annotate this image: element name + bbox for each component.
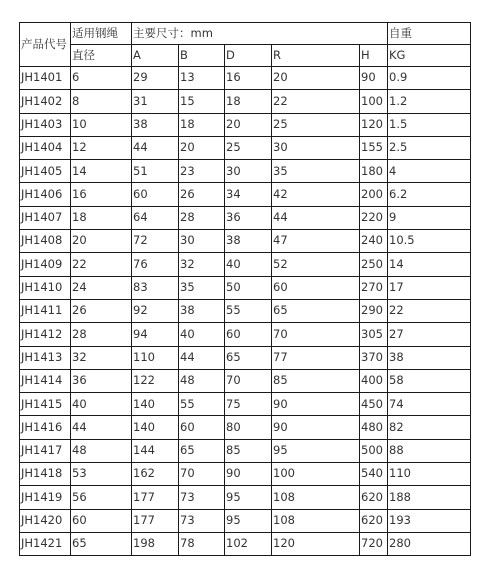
table-row (20, 113, 471, 136)
header-col-b: B (179, 45, 225, 67)
cell-b: 40 (179, 323, 225, 346)
cell-weight: 58 (388, 369, 471, 392)
cell-product-code: JH1419 (20, 486, 71, 509)
cell-product-code: JH1402 (20, 90, 71, 113)
cell-rope-diameter: 24 (71, 276, 132, 299)
cell-a: 76 (132, 253, 179, 276)
spec-table (19, 22, 471, 556)
cell-a: 38 (132, 113, 179, 136)
table-row (20, 532, 471, 555)
cell-r: 22 (272, 90, 360, 113)
cell-rope-diameter: 36 (71, 369, 132, 392)
cell-weight: 27 (388, 323, 471, 346)
cell-b: 28 (179, 206, 225, 229)
cell-h: 305 (360, 323, 388, 346)
table-row (20, 160, 471, 183)
cell-product-code: JH1421 (20, 532, 71, 555)
cell-b: 44 (179, 346, 225, 369)
table-row (20, 90, 471, 113)
cell-product-code: JH1416 (20, 416, 71, 439)
cell-weight: 6.2 (388, 183, 471, 206)
cell-a: 144 (132, 439, 179, 462)
cell-product-code: JH1408 (20, 230, 71, 253)
cell-d: 25 (225, 136, 272, 159)
cell-product-code: JH1414 (20, 369, 71, 392)
cell-weight: 17 (388, 276, 471, 299)
cell-d: 70 (225, 369, 272, 392)
table-row (20, 230, 471, 253)
cell-r: 35 (272, 160, 360, 183)
cell-h: 100 (360, 90, 388, 113)
cell-d: 80 (225, 416, 272, 439)
cell-r: 85 (272, 369, 360, 392)
cell-h: 155 (360, 136, 388, 159)
cell-product-code: JH1415 (20, 393, 71, 416)
cell-weight: 1.5 (388, 113, 471, 136)
cell-r: 108 (272, 509, 360, 532)
cell-h: 620 (360, 486, 388, 509)
header-col-a: A (132, 45, 179, 67)
cell-b: 55 (179, 393, 225, 416)
cell-h: 240 (360, 230, 388, 253)
cell-b: 26 (179, 183, 225, 206)
cell-b: 73 (179, 486, 225, 509)
cell-d: 55 (225, 299, 272, 322)
cell-r: 44 (272, 206, 360, 229)
cell-b: 18 (179, 113, 225, 136)
cell-d: 65 (225, 346, 272, 369)
table-row (20, 323, 471, 346)
cell-product-code: JH1407 (20, 206, 71, 229)
cell-product-code: JH1413 (20, 346, 71, 369)
cell-weight: 14 (388, 253, 471, 276)
cell-b: 60 (179, 416, 225, 439)
cell-weight: 280 (388, 532, 471, 555)
cell-r: 52 (272, 253, 360, 276)
cell-product-code: JH1403 (20, 113, 71, 136)
cell-d: 95 (225, 509, 272, 532)
cell-r: 42 (272, 183, 360, 206)
table-row (20, 393, 471, 416)
cell-d: 50 (225, 276, 272, 299)
cell-rope-diameter: 26 (71, 299, 132, 322)
header-row-2 (20, 45, 471, 67)
cell-h: 620 (360, 509, 388, 532)
cell-rope-diameter: 65 (71, 532, 132, 555)
cell-h: 220 (360, 206, 388, 229)
cell-h: 250 (360, 253, 388, 276)
cell-d: 85 (225, 439, 272, 462)
cell-weight: 88 (388, 439, 471, 462)
cell-b: 23 (179, 160, 225, 183)
cell-r: 65 (272, 299, 360, 322)
cell-a: 198 (132, 532, 179, 555)
cell-h: 270 (360, 276, 388, 299)
cell-b: 70 (179, 463, 225, 486)
cell-a: 92 (132, 299, 179, 322)
cell-rope-diameter: 22 (71, 253, 132, 276)
cell-h: 200 (360, 183, 388, 206)
cell-r: 77 (272, 346, 360, 369)
spec-table-container (19, 22, 471, 556)
cell-product-code: JH1420 (20, 509, 71, 532)
table-row (20, 369, 471, 392)
cell-d: 18 (225, 90, 272, 113)
cell-r: 47 (272, 230, 360, 253)
cell-h: 370 (360, 346, 388, 369)
header-col-r: R (272, 45, 360, 67)
cell-r: 100 (272, 463, 360, 486)
table-row (20, 276, 471, 299)
cell-h: 540 (360, 463, 388, 486)
cell-a: 51 (132, 160, 179, 183)
cell-r: 30 (272, 136, 360, 159)
cell-d: 30 (225, 160, 272, 183)
cell-a: 110 (132, 346, 179, 369)
cell-b: 65 (179, 439, 225, 462)
header-main-dimensions: 主要尺寸：mm (132, 23, 388, 45)
cell-h: 90 (360, 67, 388, 90)
cell-rope-diameter: 16 (71, 183, 132, 206)
cell-rope-diameter: 20 (71, 230, 132, 253)
cell-a: 31 (132, 90, 179, 113)
cell-b: 48 (179, 369, 225, 392)
cell-product-code: JH1406 (20, 183, 71, 206)
cell-h: 450 (360, 393, 388, 416)
cell-a: 44 (132, 136, 179, 159)
cell-rope-diameter: 8 (71, 90, 132, 113)
spec-table-body (20, 23, 471, 556)
cell-a: 140 (132, 393, 179, 416)
header-col-h: H (360, 45, 388, 67)
table-row (20, 183, 471, 206)
cell-product-code: JH1409 (20, 253, 71, 276)
header-row-1 (20, 23, 471, 45)
cell-a: 72 (132, 230, 179, 253)
cell-h: 720 (360, 532, 388, 555)
header-weight-top: 自重 (388, 23, 471, 45)
cell-d: 95 (225, 486, 272, 509)
cell-a: 122 (132, 369, 179, 392)
cell-a: 94 (132, 323, 179, 346)
cell-r: 120 (272, 532, 360, 555)
cell-r: 90 (272, 416, 360, 439)
table-row (20, 439, 471, 462)
cell-a: 64 (132, 206, 179, 229)
table-row (20, 67, 471, 90)
cell-b: 78 (179, 532, 225, 555)
cell-rope-diameter: 6 (71, 67, 132, 90)
header-weight-unit: KG (388, 45, 471, 67)
cell-b: 15 (179, 90, 225, 113)
cell-a: 29 (132, 67, 179, 90)
cell-h: 180 (360, 160, 388, 183)
cell-d: 90 (225, 463, 272, 486)
cell-r: 108 (272, 486, 360, 509)
cell-product-code: JH1412 (20, 323, 71, 346)
header-col-d: D (225, 45, 272, 67)
cell-product-code: JH1411 (20, 299, 71, 322)
cell-h: 500 (360, 439, 388, 462)
cell-d: 60 (225, 323, 272, 346)
cell-weight: 0.9 (388, 67, 471, 90)
table-row (20, 346, 471, 369)
cell-weight: 38 (388, 346, 471, 369)
cell-d: 38 (225, 230, 272, 253)
cell-rope-diameter: 10 (71, 113, 132, 136)
cell-a: 60 (132, 183, 179, 206)
cell-product-code: JH1404 (20, 136, 71, 159)
cell-weight: 4 (388, 160, 471, 183)
cell-b: 35 (179, 276, 225, 299)
cell-weight: 110 (388, 463, 471, 486)
cell-r: 95 (272, 439, 360, 462)
table-row (20, 206, 471, 229)
cell-d: 34 (225, 183, 272, 206)
cell-weight: 193 (388, 509, 471, 532)
cell-weight: 82 (388, 416, 471, 439)
cell-product-code: JH1417 (20, 439, 71, 462)
cell-weight: 10.5 (388, 230, 471, 253)
cell-rope-diameter: 14 (71, 160, 132, 183)
table-row (20, 486, 471, 509)
cell-weight: 2.5 (388, 136, 471, 159)
cell-r: 70 (272, 323, 360, 346)
cell-d: 16 (225, 67, 272, 90)
cell-b: 30 (179, 230, 225, 253)
cell-d: 40 (225, 253, 272, 276)
cell-weight: 1.2 (388, 90, 471, 113)
cell-h: 290 (360, 299, 388, 322)
cell-r: 60 (272, 276, 360, 299)
cell-r: 25 (272, 113, 360, 136)
cell-d: 20 (225, 113, 272, 136)
cell-weight: 74 (388, 393, 471, 416)
cell-a: 140 (132, 416, 179, 439)
table-row (20, 299, 471, 322)
cell-b: 13 (179, 67, 225, 90)
cell-rope-diameter: 32 (71, 346, 132, 369)
cell-r: 20 (272, 67, 360, 90)
cell-a: 177 (132, 486, 179, 509)
cell-b: 38 (179, 299, 225, 322)
cell-product-code: JH1418 (20, 463, 71, 486)
cell-rope-diameter: 40 (71, 393, 132, 416)
cell-h: 120 (360, 113, 388, 136)
cell-rope-diameter: 48 (71, 439, 132, 462)
table-row (20, 416, 471, 439)
cell-weight: 9 (388, 206, 471, 229)
cell-a: 177 (132, 509, 179, 532)
table-row (20, 509, 471, 532)
cell-r: 90 (272, 393, 360, 416)
cell-product-code: JH1401 (20, 67, 71, 90)
cell-d: 36 (225, 206, 272, 229)
cell-rope-diameter: 18 (71, 206, 132, 229)
header-product-code: 产品代号 (20, 23, 71, 67)
cell-product-code: JH1405 (20, 160, 71, 183)
cell-a: 83 (132, 276, 179, 299)
cell-rope-diameter: 28 (71, 323, 132, 346)
cell-weight: 188 (388, 486, 471, 509)
cell-b: 20 (179, 136, 225, 159)
cell-d: 102 (225, 532, 272, 555)
table-row (20, 463, 471, 486)
header-rope-diameter-top: 适用钢绳 (71, 23, 132, 45)
cell-a: 162 (132, 463, 179, 486)
cell-rope-diameter: 60 (71, 509, 132, 532)
cell-b: 32 (179, 253, 225, 276)
table-row (20, 253, 471, 276)
cell-weight: 22 (388, 299, 471, 322)
cell-product-code: JH1410 (20, 276, 71, 299)
cell-rope-diameter: 53 (71, 463, 132, 486)
cell-h: 480 (360, 416, 388, 439)
cell-rope-diameter: 44 (71, 416, 132, 439)
cell-rope-diameter: 12 (71, 136, 132, 159)
cell-rope-diameter: 56 (71, 486, 132, 509)
header-rope-diameter-bottom: 直径 (71, 45, 132, 67)
cell-d: 75 (225, 393, 272, 416)
cell-b: 73 (179, 509, 225, 532)
cell-h: 400 (360, 369, 388, 392)
table-row (20, 136, 471, 159)
